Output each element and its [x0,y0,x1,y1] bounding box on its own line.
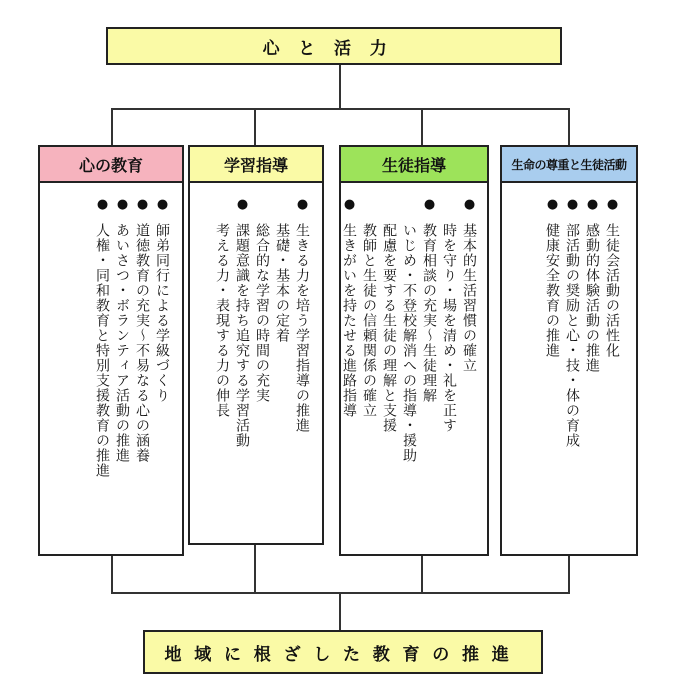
column-items [48,197,172,544]
column-header-seito: 生徒指導 [339,145,489,183]
list-item: ●感動的体験活動の推進 [584,197,600,373]
list-item: ●基本的生活習慣の確立 [461,197,477,373]
column-body-kokoro [38,181,184,556]
column-body-gakushu [188,181,324,545]
bottom-rise-4 [568,555,570,593]
list-item: 基礎・基本の定着 [274,223,290,343]
list-item: ●生きがいを持たせる進路指導 [341,197,357,418]
column-items [512,197,622,544]
bottom-rise-2 [254,544,256,593]
list-item: ●生きる力を培う学習指導の推進 [294,197,310,433]
column-items [198,197,312,533]
title-box [106,27,562,65]
title-text: 心と活力 [262,38,406,59]
title-stem [339,65,341,109]
column-body-seito [339,181,489,556]
bottom-stem [339,592,341,630]
list-item: いじめ・不登校解消への指導・援助 [401,223,417,463]
list-item: 総合的な学習の時間の充実 [254,223,270,403]
top-drop-3 [421,108,423,146]
list-item: ●部活動の奨励と心・技・体の育成 [564,197,580,448]
column-header-gakushu: 学習指導 [188,145,324,183]
list-item: ●人権・同和教育と特別支援教育の推進 [94,197,110,478]
bottom-rise-1 [111,555,113,593]
list-item: ●師弟同行による学級づくり [154,197,170,403]
top-drop-4 [568,108,570,146]
bottom-text: 地域に根ざした教育の推進 [164,644,522,665]
top-bus [111,108,570,110]
list-item: ●生徒会活動の活性化 [604,197,620,358]
list-item: 時を守り・場を清め・礼を正す [441,223,457,433]
bottom-box [143,630,543,674]
list-item: ●課題意識を持ち追究する学習活動 [234,197,250,448]
list-item: ●健康安全教育の推進 [544,197,560,358]
column-items [341,197,479,544]
column-header-kokoro: 心の教育 [38,145,184,183]
list-item: ●道徳教育の充実～不易なる心の涵養 [134,197,150,463]
list-item: 配慮を要する生徒の理解と支援 [381,223,397,433]
column-body-seimei [500,181,638,556]
list-item: ●あいさつ・ボランティア活動の推進 [114,197,130,463]
bottom-rise-3 [421,555,423,593]
list-item: 教師と生徒の信頼関係の確立 [361,223,377,418]
column-header-seimei: 生命の尊重と生徒活動 [500,145,638,183]
top-drop-1 [111,108,113,146]
list-item: ●教育相談の充実～生徒理解 [421,197,437,403]
list-item: 考える力・表現する力の伸長 [214,223,230,418]
top-drop-2 [254,108,256,146]
